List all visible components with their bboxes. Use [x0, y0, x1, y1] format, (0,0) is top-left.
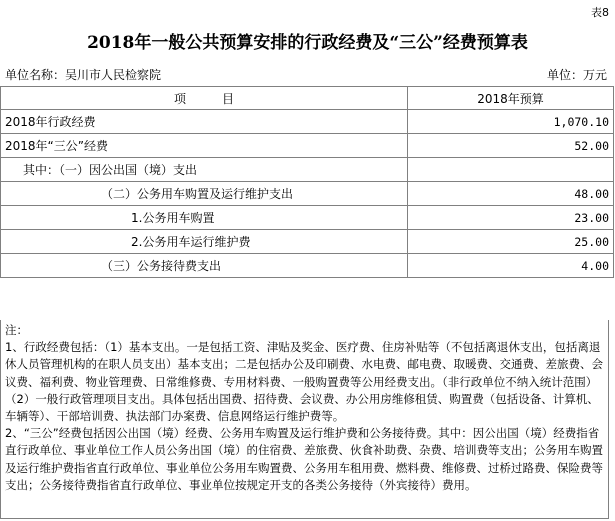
row-label: 2018年“三公”经费	[1, 134, 408, 158]
row-value: 48.00	[408, 182, 614, 206]
table-row	[1, 110, 614, 134]
notes-section	[0, 320, 609, 519]
budget-table	[0, 86, 614, 278]
row-label: 2.公务用车运行维护费	[1, 230, 408, 254]
row-label: 1.公务用车购置	[1, 206, 408, 230]
row-value: 25.00	[408, 230, 614, 254]
table-row	[1, 134, 614, 158]
note-1: 1、行政经费包括：（1）基本支出。一是包括工资、津贴及奖金、医疗费、住房补贴等（不包括离退休支出，包括离退休人员管理机构的在职人员支出）基本支出；二是包括办公及印刷费、水电费、邮电费、取暖费、交通费、差旅费、会议费、福利费、物业管理费、日常维修费、专用材料费、一般购置费等公用经费支出。（非行政单位不纳入统计范围） （2）一般行政管理项目支出。具体包括出国费、招待费、会议费、办公用房维修租赁、购置费（包括设备、计算机、车辆等）、干部培训费、执法部门办案费、信息网络运行维护费等。	[5, 340, 603, 424]
currency-unit-label: 单位：万元	[546, 68, 607, 82]
table-row	[1, 158, 614, 182]
column-header-budget: 2018年预算	[408, 87, 614, 110]
sheet-number: 表8	[591, 6, 609, 19]
table-row	[1, 254, 614, 278]
unit-name-label: 单位名称：吴川市人民检察院	[5, 68, 162, 82]
page-title: 2018年一般公共预算安排的行政经费及“三公”经费预算表	[87, 33, 528, 53]
column-header-item: 项 目	[1, 87, 408, 110]
row-value: 23.00	[408, 206, 614, 230]
row-value: 4.00	[408, 254, 614, 278]
notes-heading: 注：	[5, 323, 28, 337]
row-label: （三）公务接待费支出	[1, 254, 408, 278]
table-row	[1, 182, 614, 206]
table-row	[1, 206, 614, 230]
row-value: 52.00	[408, 134, 614, 158]
table-header-row	[1, 87, 614, 110]
row-label: （二）公务用车购置及运行维护支出	[1, 182, 408, 206]
row-label: 其中：（一）因公出国（境）支出	[1, 158, 408, 182]
note-2: 2、“三公”经费包括因公出国（境）经费、公务用车购置及运行维护费和公务接待费。其中：因公出国（境）经费指省直行政单位、事业单位工作人员公务出国（境）的住宿费、差旅费、伙食补助费、杂费、培训费等支出；公务用车购置及运行维护费指省直行政单位、事业单位公务用车购置费、公务用车租用费、燃料费、维修费、过桥过路费、保险费等支出；公务接待费指省直行政单位、事业单位按规定开支的各类公务接待（外宾接待）费用。	[5, 426, 603, 492]
row-value: 1,070.10	[408, 110, 614, 134]
table-row	[1, 230, 614, 254]
row-value	[408, 158, 614, 182]
row-label: 2018年行政经费	[1, 110, 408, 134]
